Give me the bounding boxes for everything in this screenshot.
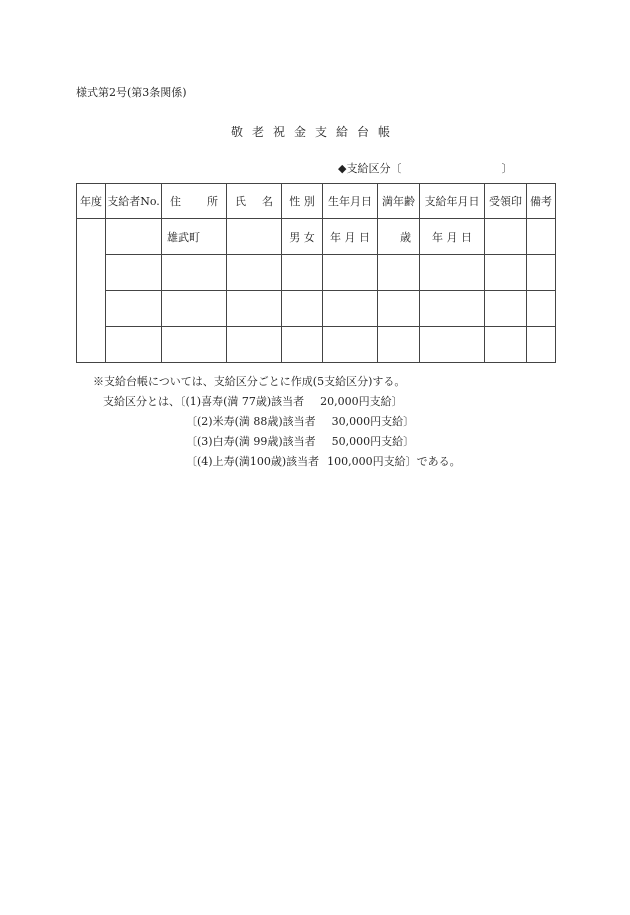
note-amount-text: 100,000円支給〕: [327, 455, 417, 468]
header-remarks: 備考: [527, 184, 556, 219]
table-row: [77, 327, 556, 363]
note-category-text: 〔(3)白寿(満 99歳)該当者: [186, 435, 316, 448]
age-cell[interactable]: [378, 255, 420, 291]
note-category-line: [93, 412, 461, 432]
table-row: [77, 255, 556, 291]
header-name-char-1: 氏: [235, 195, 246, 208]
header-address-char-1: 住: [170, 195, 181, 208]
address-cell[interactable]: 雄武町: [162, 219, 227, 255]
remarks-cell[interactable]: [527, 255, 556, 291]
gender-cell[interactable]: [282, 255, 323, 291]
address-cell[interactable]: [162, 291, 227, 327]
table-row: [77, 291, 556, 327]
note-line: ※支給台帳については、支給区分ごとに作成(5支給区分)する。: [93, 375, 406, 388]
notes-section: [93, 372, 461, 472]
birth-date-cell[interactable]: 年 月 日: [323, 219, 378, 255]
seal-cell[interactable]: [485, 291, 527, 327]
age-cell[interactable]: [378, 327, 420, 363]
gender-cell[interactable]: 男 女: [282, 219, 323, 255]
table-row: [77, 219, 556, 255]
note-category-line: [93, 392, 461, 412]
payment-date-cell[interactable]: [420, 255, 485, 291]
gender-cell[interactable]: [282, 291, 323, 327]
seal-cell[interactable]: [485, 255, 527, 291]
payment-ledger-table: [76, 183, 556, 363]
note-amount-text: 50,000円支給〕: [331, 435, 415, 448]
header-birth-date: 生年月日: [323, 184, 378, 219]
payment-date-cell[interactable]: 年 月 日: [420, 219, 485, 255]
form-number: 様式第2号(第3条関係): [76, 86, 187, 99]
birth-date-cell[interactable]: [323, 255, 378, 291]
header-address: [162, 184, 227, 219]
note-category-text: 〔(4)上寿(満100歳)該当者: [186, 455, 320, 468]
header-recipient-no: 支給者No.: [106, 184, 162, 219]
address-cell[interactable]: [162, 327, 227, 363]
note-category-text: 〔(1)喜寿(満 77歳)該当者: [180, 395, 305, 408]
recipient-no-cell[interactable]: [106, 255, 162, 291]
remarks-cell[interactable]: [527, 327, 556, 363]
name-cell[interactable]: [227, 219, 282, 255]
payment-category-label: ◆支給区分〔: [338, 162, 402, 175]
recipient-no-cell[interactable]: [106, 219, 162, 255]
header-address-char-2: 所: [207, 195, 218, 208]
header-full-age: 満年齢: [378, 184, 420, 219]
header-name-char-2: 名: [262, 195, 273, 208]
header-payment-date: 支給年月日: [420, 184, 485, 219]
recipient-no-cell[interactable]: [106, 291, 162, 327]
remarks-cell[interactable]: [527, 291, 556, 327]
note-suffix-text: である。: [416, 455, 461, 468]
note-amount-text: 20,000円支給〕: [320, 395, 403, 408]
age-cell[interactable]: [378, 291, 420, 327]
note-amount-text: 30,000円支給〕: [331, 415, 415, 428]
remarks-cell[interactable]: [527, 219, 556, 255]
header-seal: 受領印: [485, 184, 527, 219]
birth-date-cell[interactable]: [323, 291, 378, 327]
seal-cell[interactable]: [485, 327, 527, 363]
name-cell[interactable]: [227, 255, 282, 291]
document-title: 敬老祝金支給台帳: [230, 125, 399, 139]
note-category-line: [93, 432, 461, 452]
name-cell[interactable]: [227, 291, 282, 327]
seal-cell[interactable]: [485, 219, 527, 255]
name-cell[interactable]: [227, 327, 282, 363]
birth-date-cell[interactable]: [323, 327, 378, 363]
payment-date-cell[interactable]: [420, 291, 485, 327]
payment-category-close: 〕: [501, 162, 513, 175]
header-gender: 性 別: [282, 184, 323, 219]
header-year: 年度: [77, 184, 106, 219]
note-category-text: 〔(2)米寿(満 88歳)該当者: [186, 415, 316, 428]
note-category-prefix: 支給区分とは、: [103, 395, 180, 408]
payment-category-field: [338, 160, 512, 176]
year-cell[interactable]: [77, 219, 106, 363]
payment-date-cell[interactable]: [420, 327, 485, 363]
table-header-row: [77, 184, 556, 219]
header-name: [227, 184, 282, 219]
gender-cell[interactable]: [282, 327, 323, 363]
note-category-line: [93, 452, 461, 472]
address-cell[interactable]: [162, 255, 227, 291]
age-cell[interactable]: 歳: [378, 219, 420, 255]
recipient-no-cell[interactable]: [106, 327, 162, 363]
